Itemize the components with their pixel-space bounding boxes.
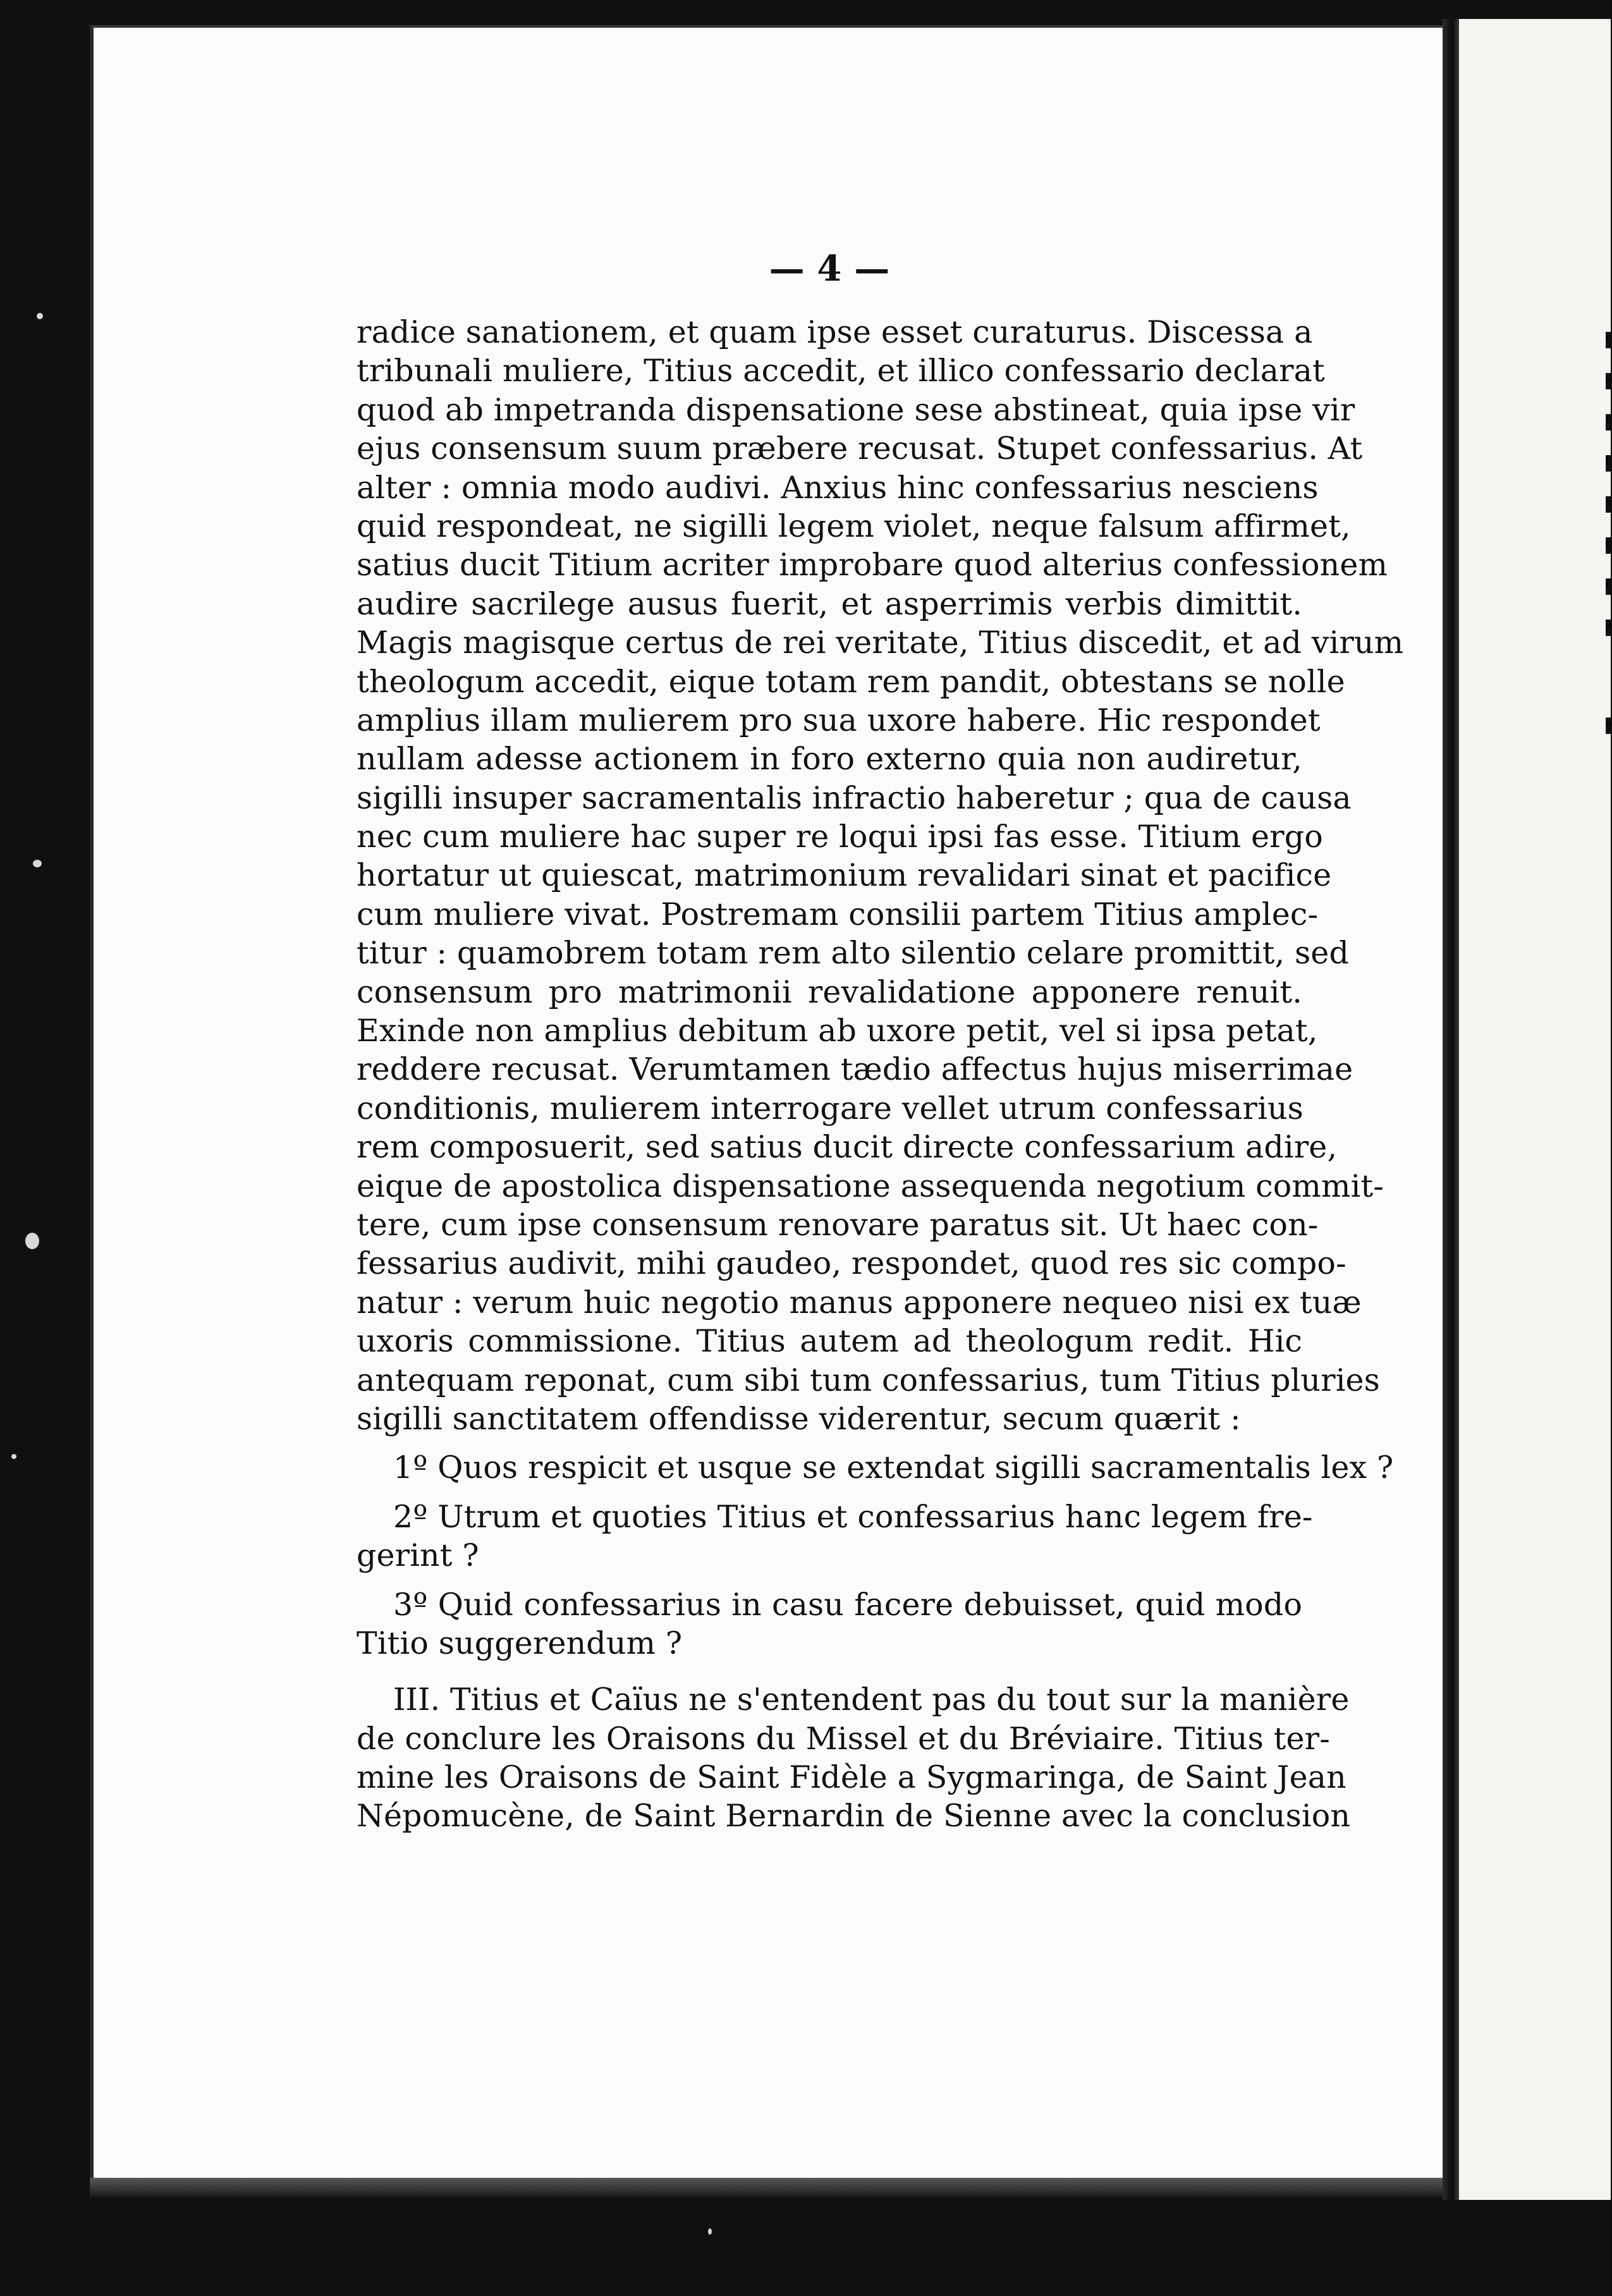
paragraph-line: uxoris commissione. Titius autem ad theologum redit. Hic bbox=[357, 1323, 1302, 1360]
paragraph-line: antequam reponat, cum sibi tum confessarius, tum Titius pluries bbox=[357, 1362, 1380, 1398]
paragraph-line: radice sanationem, et quam ipse esset curaturus. Discessa a bbox=[357, 314, 1313, 350]
paragraph-line: tribunali muliere, Titius accedit, et illico confessario declarat bbox=[357, 353, 1325, 389]
paragraph-line: sigilli insuper sacramentalis infractio haberetur ; qua de causa bbox=[357, 779, 1352, 816]
scan-speck bbox=[25, 1233, 39, 1249]
next-page-fragment: a bbox=[1606, 620, 1611, 636]
paragraph-line: titur : quamobrem totam rem alto silentio celare promittit, sed bbox=[357, 935, 1349, 972]
paragraph-line: reddere recusat. Verumtamen tædio affectus hujus miserrimae bbox=[357, 1051, 1353, 1088]
next-page-fragment: l bbox=[1606, 578, 1611, 595]
section-iii-line: de conclure les Oraisons du Missel et du Bréviaire. Titius ter- bbox=[357, 1720, 1330, 1757]
next-page-fragment: s bbox=[1606, 496, 1611, 513]
question-1-line: 1º Quos respicit et usque se extendat sigilli sacramentalis lex ? bbox=[393, 1450, 1394, 1486]
paragraph-line: rem composuerit, sed satius ducit directe confessarium adire, bbox=[357, 1129, 1338, 1166]
paragraph-line: Exinde non amplius debitum ab uxore petit, vel si ipsa petat, bbox=[357, 1013, 1318, 1049]
question-3-line: 3º Quid confessarius in casu facere debuisset, quid modo bbox=[393, 1586, 1302, 1623]
scan-speck bbox=[37, 313, 43, 319]
paragraph-line: quid respondeat, ne sigilli legem violet, neque falsum affirmet, bbox=[357, 508, 1351, 544]
paragraph-line: satius ducit Titium acriter improbare quod alterius confessionem bbox=[357, 547, 1388, 583]
next-page-fragment: i bbox=[1606, 332, 1611, 348]
paragraph-line: theologum accedit, eique totam rem pandit, obtestans se nolle bbox=[357, 663, 1345, 700]
paragraph-line: audire sacrilege ausus fuerit, et asperrimis verbis dimittit. bbox=[357, 585, 1302, 622]
paragraph-line: hortatur ut quiescat, matrimonium revalidari sinat et pacifice bbox=[357, 857, 1332, 894]
paragraph-line: Magis magisque certus de rei veritate, Titius discedit, et ad virum bbox=[357, 625, 1404, 661]
paragraph-line: consensum pro matrimonii revalidatione apponere renuit. bbox=[357, 974, 1302, 1010]
scan-speck bbox=[708, 2228, 712, 2235]
next-page-fragment: a bbox=[1606, 373, 1611, 389]
section-iii-line: Népomucène, de Saint Bernardin de Sienne avec la conclusion bbox=[357, 1798, 1351, 1835]
paragraph-line: nullam adesse actionem in foro externo quia non audiretur, bbox=[357, 741, 1302, 778]
next-page-fragment: e bbox=[1606, 718, 1611, 734]
paragraph-line: conditionis, mulierem interrogare vellet utrum confessarius bbox=[357, 1090, 1304, 1127]
paragraph-line: ejus consensum suum præbere recusat. Stupet confessarius. At bbox=[357, 430, 1363, 467]
next-page-fragment: r bbox=[1606, 414, 1611, 430]
scan-speck bbox=[11, 1454, 16, 1459]
page-bottom-edge bbox=[90, 2178, 1449, 2197]
next-page-edge bbox=[1459, 19, 1611, 2200]
book-gutter bbox=[1443, 19, 1459, 2200]
question-2-line: gerint ? bbox=[357, 1537, 479, 1574]
page-number: — 4 — bbox=[769, 248, 890, 290]
scan-speck bbox=[33, 860, 42, 867]
paragraph-line: eique de apostolica dispensatione assequenda negotium commit- bbox=[357, 1168, 1384, 1204]
paragraph-line: alter : omnia modo audivi. Anxius hinc confessarius nesciens bbox=[357, 469, 1319, 506]
paragraph-line: cum muliere vivat. Postremam consilii partem Titius amplec- bbox=[357, 896, 1319, 932]
paragraph-line: nec cum muliere hac super re loqui ipsi fas esse. Titium ergo bbox=[357, 819, 1323, 855]
paragraph-line: sigilli sanctitatem offendisse viderentur, secum quærit : bbox=[357, 1400, 1241, 1437]
paragraph-line: fessarius audivit, mihi gaudeo, respondet, quod res sic compo- bbox=[357, 1245, 1346, 1282]
paragraph-line: amplius illam mulierem pro sua uxore habere. Hic respondet bbox=[357, 702, 1321, 738]
paragraph-line: tere, cum ipse consensum renovare paratus sit. Ut haec con- bbox=[357, 1206, 1319, 1243]
question-3-line: Titio suggerendum ? bbox=[357, 1625, 683, 1661]
section-iii-line: mine les Oraisons de Saint Fidèle a Sygmaringa, de Saint Jean bbox=[357, 1759, 1346, 1796]
paragraph-line: quod ab impetranda dispensatione sese abstineat, quia ipse vir bbox=[357, 391, 1355, 428]
section-iii-line: III. Titius et Caïus ne s'entendent pas du tout sur la manière bbox=[393, 1682, 1350, 1718]
next-page-fragment: l bbox=[1606, 455, 1611, 472]
paragraph-line: natur : verum huic negotio manus apponere nequeo nisi ex tuæ bbox=[357, 1284, 1362, 1321]
question-2-line: 2º Utrum et quoties Titius et confessarius hanc legem fre- bbox=[393, 1498, 1313, 1535]
next-page-fragment: c bbox=[1606, 537, 1611, 554]
body-text bbox=[357, 313, 1404, 1836]
